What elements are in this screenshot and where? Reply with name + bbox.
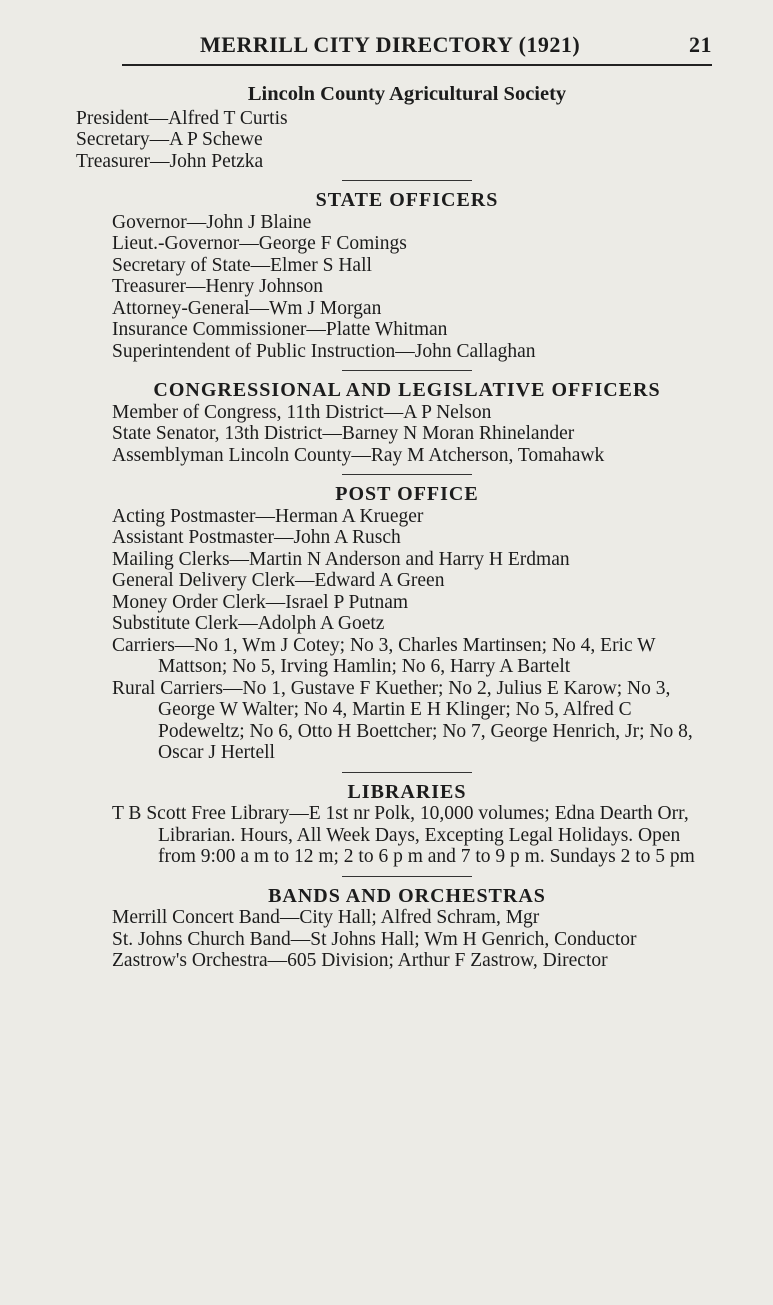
list-item: T B Scott Free Library—E 1st nr Polk, 10,000 volumes; Edna Dearth Orr, Librarian. Hours, All Week Days, Excepting Legal Holidays. Open from 9:00 a m to 12 m; 2 to 6 p m and 7 to 9 p m. Sundays 2 to 5 pm: [112, 803, 695, 867]
section-state-officers: [112, 190, 702, 362]
list-item: Secretary—A P Schewe: [76, 129, 263, 150]
list-item: Substitute Clerk—Adolph A Goetz: [112, 613, 385, 634]
page-header: [122, 32, 712, 66]
section-title: BANDS AND ORCHESTRAS: [268, 884, 546, 907]
section-post-office: [112, 484, 702, 764]
section-title: CONGRESSIONAL AND LEGISLATIVE OFFICERS: [153, 379, 661, 401]
list-item: General Delivery Clerk—Edward A Green: [112, 570, 445, 591]
section-title: POST OFFICE: [335, 483, 479, 505]
section-title: Lincoln County Agricultural Society: [247, 83, 567, 105]
list-item: Merrill Concert Band—City Hall; Alfred Schram, Mgr: [112, 907, 540, 928]
list-item: Member of Congress, 11th District—A P Nelson: [112, 401, 492, 423]
divider: [342, 772, 472, 773]
list-item: Mailing Clerks—Martin N Anderson and Harry H Erdman: [112, 548, 570, 570]
divider: [342, 876, 472, 877]
list-item: Assistant Postmaster—John A Rusch: [112, 527, 401, 548]
list-item: Secretary of State—Elmer S Hall: [112, 254, 372, 276]
page-number: 21: [689, 32, 712, 57]
list-item: Governor—John J Blaine: [112, 211, 312, 233]
list-item: Treasurer—Henry Johnson: [112, 276, 324, 297]
directory-title: MERRILL CITY DIRECTORY (1921): [200, 32, 581, 57]
list-item: St. Johns Church Band—St Johns Hall; Wm H Genrich, Conductor: [112, 928, 637, 950]
list-item: Acting Postmaster—Herman A Krueger: [112, 505, 424, 527]
directory-body: [76, 83, 702, 972]
list-item: State Senator, 13th District—Barney N Moran Rhinelander: [112, 423, 575, 444]
section-title: STATE OFFICERS: [315, 189, 499, 211]
list-item: Insurance Commissioner—Platte Whitman: [112, 319, 448, 340]
section-congressional-officers: [112, 380, 702, 466]
list-item: Money Order Clerk—Israel P Putnam: [112, 591, 409, 613]
section-libraries: [112, 782, 702, 868]
list-item: Rural Carriers—No 1, Gustave F Kuether; No 2, Julius E Karow; No 3, George W Walter; No 4, Martin E H Klinger; No 5, Alfred C Podeweltz; No 6, Otto H Boettcher; No 7, George Henrich, Jr; No 8, Oscar J Hertell: [112, 677, 693, 763]
divider: [342, 474, 472, 475]
divider: [342, 180, 472, 181]
list-item: President—Alfred T Curtis: [76, 107, 288, 129]
list-item: Treasurer—John Petzka: [76, 150, 264, 172]
list-item: Attorney-General—Wm J Morgan: [112, 297, 382, 319]
list-item: Lieut.-Governor—George F Comings: [112, 233, 407, 254]
list-item: Superintendent of Public Instruction—John Callaghan: [112, 340, 536, 362]
section-agricultural-society: [76, 83, 702, 172]
list-item: Zastrow's Orchestra—605 Division; Arthur F Zastrow, Director: [112, 950, 608, 971]
list-item: Carriers—No 1, Wm J Cotey; No 3, Charles Martinsen; No 4, Eric W Mattson; No 5, Irving Hamlin; No 6, Harry A Bartelt: [112, 634, 656, 677]
list-item: Assemblyman Lincoln County—Ray M Atcherson, Tomahawk: [112, 444, 605, 466]
section-title: LIBRARIES: [347, 780, 467, 803]
section-bands: [112, 886, 702, 972]
divider: [342, 370, 472, 371]
